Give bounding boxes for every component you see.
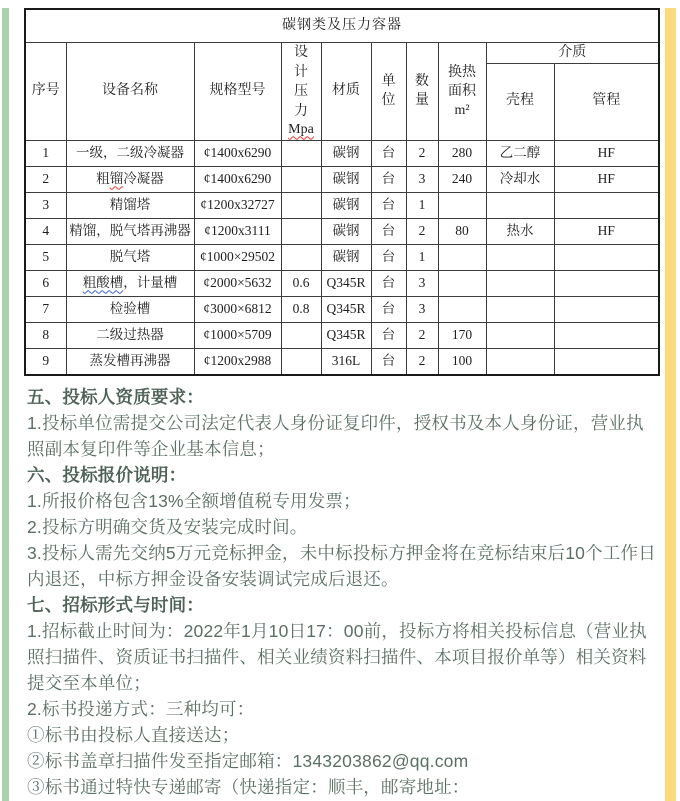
cell-shell <box>486 348 554 375</box>
header-pressure-label: 设计压力 <box>293 45 308 119</box>
name-text: 冷凝器 <box>123 171 164 187</box>
cell-pressure <box>281 322 321 348</box>
cell-unit: 台 <box>371 270 406 296</box>
name-text: 脱气塔 <box>109 249 151 265</box>
cell-qty: 1 <box>406 244 438 270</box>
cell-area <box>438 270 486 296</box>
header-area-unit: m² <box>454 102 470 118</box>
cell-material: Q345R <box>321 270 371 296</box>
cell-qty: 3 <box>406 166 438 192</box>
header-unit <box>371 43 406 141</box>
paragraph: ③标书通过特快专递邮寄（快递指定：顺丰，邮寄地址： <box>27 776 470 797</box>
cell-name <box>66 192 194 218</box>
name-text: 精馏，脱气塔再沸器 <box>69 223 191 239</box>
name-text: 一级，二级冷凝器 <box>76 145 184 161</box>
name-text: 蒸发槽再沸器 <box>89 353 171 369</box>
cell-shell: 乙二醇 <box>486 140 554 166</box>
name-text: 精馏塔 <box>109 197 151 213</box>
paragraph: ①标书由投标人直接送达； <box>27 724 240 745</box>
cell-shell <box>486 270 554 296</box>
header-pressure <box>281 43 321 141</box>
cell-area: 100 <box>438 348 486 375</box>
table-title-row <box>25 9 659 43</box>
cell-name <box>66 348 194 375</box>
header-seq-label: 序号 <box>31 83 60 99</box>
cell-pressure <box>281 192 321 218</box>
cell-area <box>438 244 486 270</box>
paragraph: 3.投标人需先交纳5万元竞标押金，未中标投标方押金将在竞标结束后10个工作日内退还，中标方押金设备安装调试完成后退还。 <box>27 542 656 589</box>
header-qty-label: 数量 <box>414 73 429 109</box>
cell-spec: ¢1400x6290 <box>194 140 281 166</box>
cell-tube <box>554 296 659 322</box>
paragraph: 2.标书投递方式：三种均可： <box>27 698 255 719</box>
cell-spec: ¢1200x32727 <box>194 192 281 218</box>
cell-spec: ¢1200x2988 <box>194 348 281 375</box>
cell-material: Q345R <box>321 296 371 322</box>
cell-seq: 3 <box>25 192 66 218</box>
cell-spec: ¢1000×5709 <box>194 322 281 348</box>
paragraph: 1.所报价格包含13%全额增值税专用发票； <box>27 490 361 511</box>
cell-pressure <box>281 348 321 375</box>
header-medium: 介质 <box>486 43 659 64</box>
table-row <box>25 270 659 296</box>
table-row <box>25 322 659 348</box>
cell-tube <box>554 192 659 218</box>
cell-seq: 1 <box>25 140 66 166</box>
header-name: 设备名称 <box>66 43 194 141</box>
cell-name <box>66 270 194 296</box>
cell-area <box>438 192 486 218</box>
cell-material: 316L <box>321 348 371 375</box>
cell-shell: 热水 <box>486 218 554 244</box>
cell-area: 240 <box>438 166 486 192</box>
table-row <box>25 296 659 322</box>
cell-tube: HF <box>554 166 659 192</box>
header-qty <box>406 43 438 141</box>
cell-shell <box>486 192 554 218</box>
table-row <box>25 218 659 244</box>
table-row <box>25 348 659 375</box>
section-heading: 七、招标形式与时间： <box>27 594 204 615</box>
cell-material: 碳钢 <box>321 166 371 192</box>
cell-pressure <box>281 244 321 270</box>
cell-unit: 台 <box>371 296 406 322</box>
cell-tube: HF <box>554 218 659 244</box>
cell-material: 碳钢 <box>321 192 371 218</box>
misspell-blue-underline: 粗酸槽 <box>82 275 124 291</box>
cell-material: 碳钢 <box>321 244 371 270</box>
table-row <box>25 140 659 166</box>
paragraph: 1.招标截止时间为：2022年1月10日17：00前，投标方将相关投标信息（营业执照扫描件、资质证书扫描件、相关业绩资料扫描件、本项目报价单等）相关资料提交至本单位； <box>27 620 647 693</box>
section-heading: 六、投标报价说明： <box>27 464 187 485</box>
cell-pressure <box>281 218 321 244</box>
header-tube-side: 管程 <box>554 63 659 140</box>
cell-unit: 台 <box>371 322 406 348</box>
cell-area: 170 <box>438 322 486 348</box>
cell-tube <box>554 244 659 270</box>
cell-name <box>66 244 194 270</box>
cell-seq: 6 <box>25 270 66 296</box>
cell-unit: 台 <box>371 244 406 270</box>
cell-qty: 2 <box>406 140 438 166</box>
cell-material: Q345R <box>321 322 371 348</box>
table-row <box>25 166 659 192</box>
cell-unit: 台 <box>371 192 406 218</box>
cell-shell <box>486 322 554 348</box>
cell-area: 80 <box>438 218 486 244</box>
header-unit-label: 单位 <box>381 73 396 109</box>
cell-qty: 3 <box>406 270 438 296</box>
cell-name <box>66 140 194 166</box>
cell-pressure: 0.8 <box>281 296 321 322</box>
cell-pressure <box>281 140 321 166</box>
header-pressure-unit-misspelled: Mpa <box>288 122 314 138</box>
header-seq <box>25 43 66 141</box>
cell-seq: 8 <box>25 322 66 348</box>
header-spec: 规格型号 <box>194 43 281 141</box>
equipment-spec-table <box>24 8 660 376</box>
right-edge-stripe <box>665 8 676 801</box>
cell-area: 280 <box>438 140 486 166</box>
cell-qty: 3 <box>406 296 438 322</box>
cell-area <box>438 296 486 322</box>
paragraph: 2.投标方明确交货及安装完成时间。 <box>27 516 308 537</box>
header-area-label: 换热面积 <box>447 64 476 100</box>
name-text: ，计量槽 <box>123 275 178 291</box>
cell-shell: 冷却水 <box>486 166 554 192</box>
cell-unit: 台 <box>371 218 406 244</box>
cell-name <box>66 218 194 244</box>
cell-spec: ¢3000×6812 <box>194 296 281 322</box>
paragraph: 1.投标单位需提交公司法定代表人身份证复印件，授权书及本人身份证，营业执照副本复印件等企业基本信息； <box>27 412 644 459</box>
cell-qty: 2 <box>406 322 438 348</box>
cell-seq: 4 <box>25 218 66 244</box>
misspell-red-underline: 镏 <box>109 171 124 187</box>
cell-material: 碳钢 <box>321 140 371 166</box>
cell-shell <box>486 296 554 322</box>
table-body <box>25 140 659 375</box>
cell-pressure: 0.6 <box>281 270 321 296</box>
paragraph: ②标书盖章扫描件发至指定邮箱：1343203862@qq.com <box>27 750 469 771</box>
table-title: 碳钢类及压力容器 <box>25 9 659 43</box>
cell-qty: 1 <box>406 192 438 218</box>
header-shell-side: 壳程 <box>486 63 554 140</box>
name-text: 二级过热器 <box>96 327 164 343</box>
name-text: 检验槽 <box>109 301 151 317</box>
cell-shell <box>486 244 554 270</box>
cell-tube <box>554 270 659 296</box>
table-row <box>25 244 659 270</box>
cell-tube <box>554 348 659 375</box>
cell-unit: 台 <box>371 166 406 192</box>
name-text: 粗 <box>96 171 110 187</box>
header-material: 材质 <box>321 43 371 141</box>
cell-name <box>66 322 194 348</box>
cell-name <box>66 166 194 192</box>
cell-qty: 2 <box>406 218 438 244</box>
cell-seq: 2 <box>25 166 66 192</box>
cell-seq: 7 <box>25 296 66 322</box>
section-heading: 五、投标人资质要求： <box>27 386 204 407</box>
cell-seq: 5 <box>25 244 66 270</box>
cell-spec: ¢2000×5632 <box>194 270 281 296</box>
cell-unit: 台 <box>371 348 406 375</box>
cell-tube <box>554 322 659 348</box>
cell-material: 碳钢 <box>321 218 371 244</box>
cell-unit: 台 <box>371 140 406 166</box>
table-row <box>25 192 659 218</box>
left-edge-stripe <box>2 8 9 801</box>
header-area <box>438 43 486 141</box>
cell-spec: ¢1000×29502 <box>194 244 281 270</box>
cell-spec: ¢1200x3111 <box>194 218 281 244</box>
header-row-top <box>25 43 659 64</box>
cell-pressure <box>281 166 321 192</box>
cell-name <box>66 296 194 322</box>
cell-spec: ¢1400x6290 <box>194 166 281 192</box>
cell-tube: HF <box>554 140 659 166</box>
cell-seq: 9 <box>25 348 66 375</box>
cell-qty: 2 <box>406 348 438 375</box>
text-sections <box>27 384 660 800</box>
